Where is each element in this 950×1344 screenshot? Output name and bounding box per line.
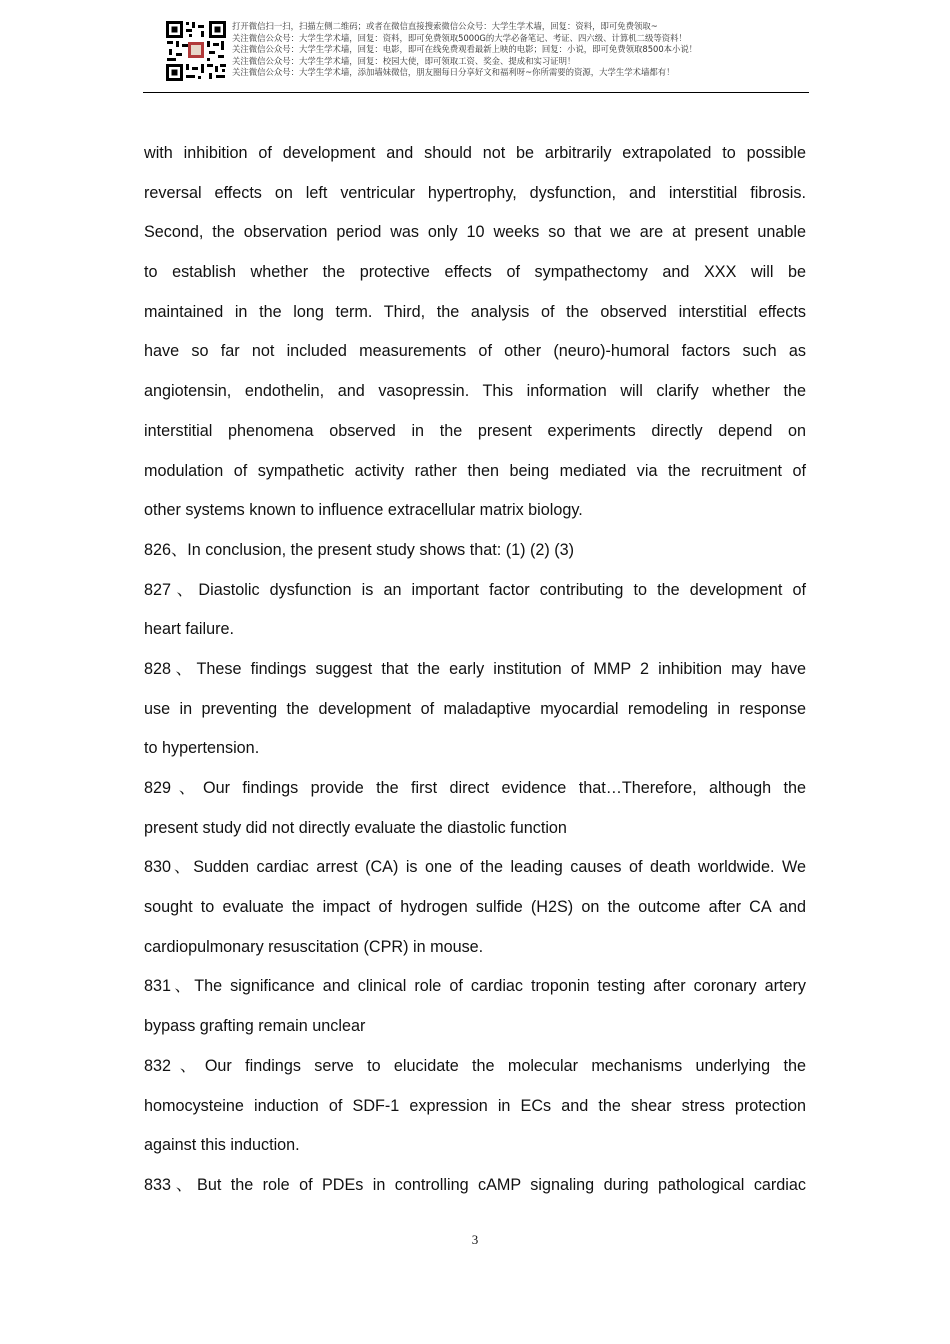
text-line: homocysteine induction of SDF-1 expression in ECs and the shear stress protection xyxy=(144,1096,806,1115)
text-line: 827、Diastolic dysfunction is an important factor contributing to the development of xyxy=(144,580,806,599)
text-line: 826、In conclusion, the present study shows that: (1) (2) (3) xyxy=(144,540,575,559)
header-text-block xyxy=(232,21,812,79)
text-line: Second, the observation period was only 10 weeks so that we are at present unable xyxy=(144,223,806,242)
text-line: 829、Our findings provide the first direct evidence that…Therefore, although the xyxy=(144,779,806,797)
text-line: reversal effects on left ventricular hypertrophy, dysfunction, and interstitial fibrosis. xyxy=(144,183,806,202)
header-line: 关注微信公众号：大学生学术墙，回复：资料，即可免费领取5000G的大学必备笔记、考证、四六级、计算机二级等资料！ xyxy=(232,32,687,43)
header-line: 关注微信公众号：大学生学术墙，回复：校园大使，即可领取工资、奖金、提成和实习证明！ xyxy=(232,55,576,66)
body-text xyxy=(144,134,806,1206)
text-line: modulation of sympathetic activity rather then being mediated via the recruitment of xyxy=(144,461,806,480)
text-line: other systems known to influence extracellular matrix biology. xyxy=(144,501,583,520)
text-line: to hypertension. xyxy=(144,739,260,758)
text-line: with inhibition of development and should not be arbitrarily extrapolated to possible xyxy=(144,144,806,162)
text-line: interstitial phenomena observed in the present experiments directly depend on xyxy=(144,421,806,440)
text-line: present study did not directly evaluate the diastolic function xyxy=(144,818,567,837)
qr-code-image xyxy=(165,20,227,82)
text-line: 833、But the role of PDEs in controlling cAMP signaling during pathological cardiac xyxy=(144,1175,806,1194)
text-line: use in preventing the development of maladaptive myocardial remodeling in response xyxy=(144,699,806,718)
text-line: 831、The significance and clinical role of cardiac troponin testing after coronary artery xyxy=(144,977,806,996)
text-line: 828、These findings suggest that the early institution of MMP 2 inhibition may have xyxy=(144,659,806,678)
header-line: 关注微信公众号：大学生学术墙，添加墙妹微信，朋友圈每日分享好文和福利呀~你所需要的资源，大学生学术墙都有！ xyxy=(232,67,675,78)
text-line: sought to evaluate the impact of hydrogen sulfide (H2S) on the outcome after CA and xyxy=(144,898,806,917)
text-line: maintained in the long term. Third, the analysis of the observed interstitial effects xyxy=(144,302,806,321)
text-line: to establish whether the protective effects of sympathectomy and XXX will be xyxy=(144,263,806,282)
text-line: against this induction. xyxy=(144,1136,300,1155)
text-line: 830、Sudden cardiac arrest (CA) is one of the leading causes of death worldwide. We xyxy=(144,858,806,877)
page-number: 3 xyxy=(471,1232,479,1247)
text-line: have so far not included measurements of other (neuro)-humoral factors such as xyxy=(144,342,806,361)
text-line: angiotensin, endothelin, and vasopressin. This information will clarify whether the xyxy=(144,382,806,401)
page-header xyxy=(143,18,809,93)
header-line: 关注微信公众号：大学生学术墙，回复：电影，即可在线免费观看最新上映的电影；回复：小说，即可免费领取8500本小说！ xyxy=(232,44,698,55)
text-line: 832、Our findings serve to elucidate the molecular mechanisms underlying the xyxy=(144,1056,806,1075)
header-line: 打开微信扫一扫，扫描左侧二维码；或者在微信直接搜索微信公众号：大学生学术墙，回复：资料，即可免费领取~ xyxy=(232,21,658,31)
text-line: bypass grafting remain unclear xyxy=(144,1017,366,1036)
text-line: cardiopulmonary resuscitation (CPR) in mouse. xyxy=(144,937,484,956)
text-line: heart failure. xyxy=(144,620,234,639)
